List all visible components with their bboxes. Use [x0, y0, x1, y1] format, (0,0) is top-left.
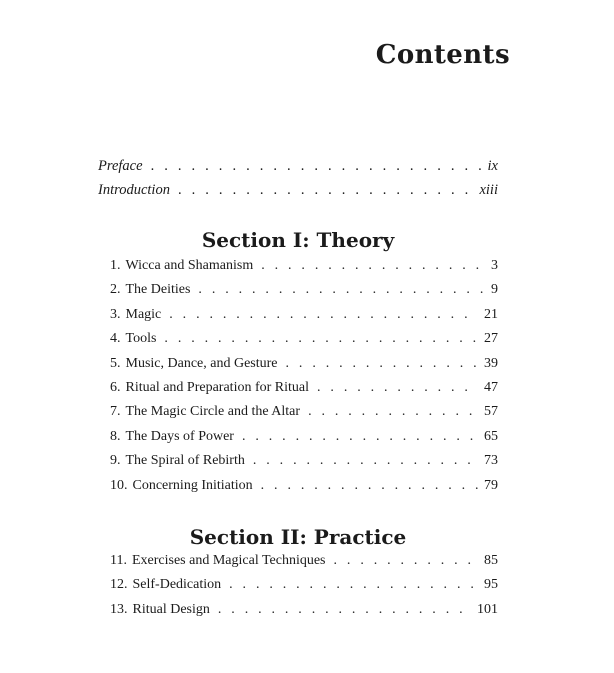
page-number: 27: [484, 331, 498, 347]
chapter-title: Exercises and Magical Techniques: [131, 553, 326, 568]
page-number: xiii: [479, 182, 498, 198]
page-number: 65: [484, 428, 498, 444]
chapter-title: Magic: [125, 306, 162, 322]
dot-leader: [169, 307, 478, 323]
chapter-title: The Spiral of Rebirth: [125, 453, 245, 469]
chapter-title: The Days of Power: [125, 428, 234, 444]
page-number: 57: [484, 404, 498, 420]
dot-leader: [164, 331, 478, 347]
page-number: 95: [484, 577, 498, 593]
page-number: 73: [484, 453, 498, 469]
chapter-title: Self-Dedication: [132, 577, 222, 593]
dot-leader: [151, 158, 482, 175]
chapter-title: The Magic Circle and the Altar: [125, 404, 301, 420]
chapter-list-practice: [110, 553, 498, 626]
toc-entry-chapter-4[interactable]: [110, 331, 498, 355]
chapter-title: Tools: [125, 331, 157, 347]
chapter-number: 13.: [110, 601, 128, 617]
chapter-title: Ritual Design: [132, 601, 210, 617]
chapter-title: The Deities: [125, 282, 191, 298]
toc-entry-chapter-11[interactable]: [110, 553, 498, 577]
toc-entry-chapter-6[interactable]: [110, 380, 498, 404]
chapter-title: Ritual and Preparation for Ritual: [125, 379, 310, 395]
section-heading-practice: Section II: Practice: [189, 525, 407, 549]
toc-entry-preface[interactable]: [98, 158, 498, 182]
chapter-number: 10.: [110, 477, 128, 493]
chapter-number: 4.: [110, 331, 121, 347]
section-heading-theory: Section I: Theory: [201, 228, 395, 252]
page-number: ix: [487, 158, 498, 174]
dot-leader: [178, 182, 474, 199]
toc-entry-chapter-3[interactable]: [110, 307, 498, 331]
chapter-number: 3.: [110, 306, 121, 322]
toc-entry-chapter-9[interactable]: [110, 453, 498, 477]
page-number: 9: [491, 282, 498, 298]
page-number: 21: [484, 306, 498, 322]
dot-leader: [334, 553, 478, 569]
toc-entry-chapter-7[interactable]: [110, 404, 498, 428]
page-number: 79: [484, 477, 498, 493]
page-number: 85: [484, 553, 498, 568]
chapter-number: 7.: [110, 404, 121, 420]
toc-entry-chapter-1[interactable]: [110, 258, 498, 282]
chapter-title: Concerning Initiation: [132, 477, 253, 493]
page-number: 3: [491, 258, 498, 273]
chapter-number: 9.: [110, 453, 121, 469]
dot-leader: [253, 453, 478, 469]
chapter-list-theory: [110, 258, 498, 502]
chapter-number: 8.: [110, 428, 121, 444]
toc-entry-chapter-10[interactable]: [110, 478, 498, 502]
toc-entry-chapter-12[interactable]: [110, 577, 498, 601]
dot-leader: [317, 380, 478, 396]
page-number: 101: [477, 601, 498, 617]
front-matter-list: [98, 158, 498, 206]
chapter-title: Music, Dance, and Gesture: [125, 355, 278, 371]
dot-leader: [229, 577, 478, 593]
dot-leader: [242, 429, 478, 445]
chapter-number: 12.: [110, 577, 128, 593]
page-title: Contents: [375, 40, 510, 70]
toc-entry-chapter-5[interactable]: [110, 356, 498, 380]
toc-entry-chapter-8[interactable]: [110, 429, 498, 453]
chapter-number: 11.: [110, 553, 127, 568]
page-number: 39: [484, 355, 498, 371]
entry-title: Preface: [98, 158, 143, 174]
chapter-number: 5.: [110, 355, 121, 371]
chapter-title: Wicca and Shamanism: [125, 258, 254, 273]
dot-leader: [286, 356, 478, 372]
chapter-number: 6.: [110, 379, 121, 395]
dot-leader: [261, 478, 478, 494]
dot-leader: [308, 404, 478, 420]
toc-entry-chapter-13[interactable]: [110, 602, 498, 626]
page-number: 47: [484, 379, 498, 395]
toc-entry-chapter-2[interactable]: [110, 282, 498, 306]
dot-leader: [198, 282, 485, 298]
chapter-number: 1.: [110, 258, 121, 273]
dot-leader: [218, 602, 471, 618]
entry-title: Introduction: [98, 182, 170, 198]
dot-leader: [261, 258, 485, 274]
chapter-number: 2.: [110, 282, 121, 298]
toc-entry-introduction[interactable]: [98, 182, 498, 206]
